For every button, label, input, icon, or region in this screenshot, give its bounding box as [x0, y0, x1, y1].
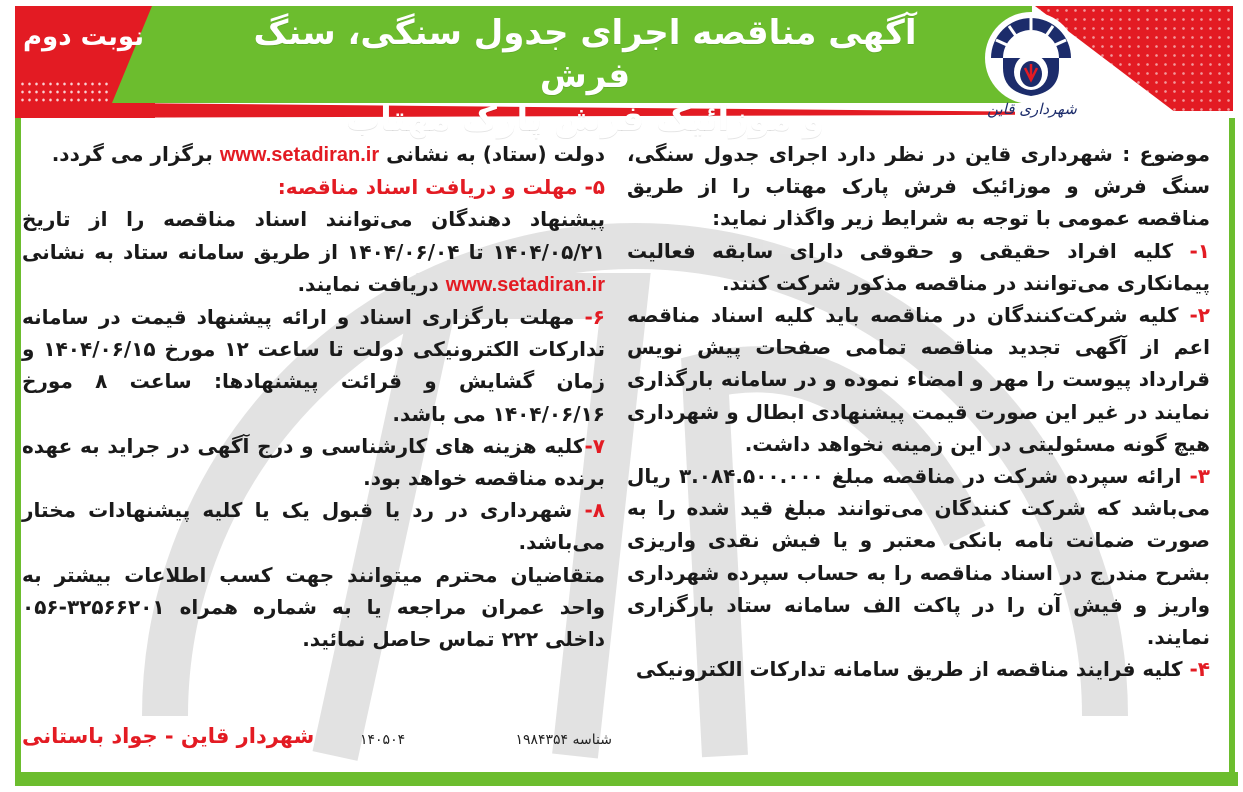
id-value: ۱۹۸۴۳۵۴ [515, 732, 569, 748]
setadiran-link[interactable]: www.setadiran.ir [219, 144, 380, 166]
item-5-heading: ۵- مهلت و دریافت اسناد مناقصه: [277, 175, 605, 200]
item-number: ۲- [1189, 303, 1210, 328]
left-column [22, 138, 605, 655]
title-line-2: و موزائیک فرش پارک مهتاب [345, 99, 825, 139]
subject-paragraph: موضوع : شهرداری قاین در نظر دارد اجرای جدول سنگی، سنگ فرش و موزائیک فرش پارک مهتاب را از طریق مناقصه عمومی با توجه به شرایط زیر واگذار نماید: [627, 142, 1210, 231]
condition-item-8 [22, 494, 605, 558]
logo-caption: شهرداری قاین [987, 100, 1077, 118]
item-text: کلیه هزینه های کارشناسی و درج آگهی در جراید به عهده برنده مناقصه خواهد بود. [22, 433, 605, 491]
contact-paragraph: متقاضیان محترم میتوانند جهت کسب اطلاعات بیشتر به واحد عمران مراجعه یا به شماره همراه ۳۲۵۶۶۲۰۱-۰۵۶ داخلی ۲۲۲ تماس حاصل نمائید. [22, 562, 605, 652]
qaen-emblem-icon [985, 12, 1077, 104]
notice-footer [22, 724, 612, 756]
text: دریافت نمایند. [297, 271, 446, 296]
id-label: شناسه [572, 732, 612, 748]
item-text: مهلت بارگزاری اسناد و ارائه پیشنهاد قیمت در سامانه تدارکات الکترونیکی دولت تا ساعت ۱۲ مورخ ۱۴۰۴/۰۶/۱۵ و زمان گشایش و قرائت پیشنهادها: ساعت ۸ مورخ ۱۴۰۴/۰۶/۱۶ می باشد. [22, 305, 605, 426]
mayor-signature: شهردار قاین - جواد باستانی [22, 724, 315, 748]
item-5-text [22, 203, 605, 301]
item-number: ۸- [584, 498, 605, 523]
decorative-dots [19, 80, 109, 104]
ad-identifier [515, 732, 612, 748]
setadiran-link[interactable]: www.setadiran.ir [445, 273, 605, 296]
text: پیشنهاد دهندگان می‌توانند اسناد مناقصه را از تاریخ ۱۴۰۴/۰۵/۲۱ تا ۱۴۰۴/۰۶/۰۴ از طریق سامانه ستاد به نشانی [22, 207, 606, 264]
title-line-1: آگهی مناقصه اجرای جدول سنگی، سنگ فرش [253, 13, 917, 96]
municipality-logo [973, 12, 1091, 122]
item-number: ۳- [1189, 464, 1210, 489]
item-number: ۱- [1189, 238, 1210, 263]
item-4-continuation [22, 138, 605, 171]
condition-item-1 [627, 235, 1210, 299]
item-text: کلیه فرایند مناقصه از طریق سامانه تدارکات الکترونیکی [635, 657, 1190, 682]
right-column [627, 138, 1210, 685]
item-number: ۴- [1189, 657, 1210, 682]
condition-item-4 [627, 653, 1210, 685]
text: برگزار می گردد. [51, 142, 220, 166]
notice-header [15, 6, 1238, 139]
item-text: ارائه سپرده شرکت در مناقصه مبلغ ۳.۰۸۴.۵۰۰.۰۰۰ ریال می‌باشد که شرکت کنندگان می‌توانند مبلغ قید شده را به صورت ضمانت نامه بانکی معتبر و یا فیش نقدی واریزی بشرح مندرج در اسناد مناقصه را به حساب سپرده شهرداری واریز و فیش آن را در پاکت الف سامانه ستاد بارگزاری نمایند. [627, 464, 1210, 650]
condition-item-2 [627, 299, 1210, 460]
item-text: کلیه شرکت‌کنندگان در مناقصه باید کلیه اسناد مناقصه اعم از آگهی تجدید مناقصه تمامی صفحات پیش نویس قرارداد پیوست را مهر و امضاء نموده و در سامانه بارگذاری نمایند در غیر این صورت قیمت پیشنهادی ابطال و شهرداری هیچ گونه مسئولیتی در این زمینه نخواهد داشت. [627, 303, 1210, 456]
item-text: شهرداری در رد یا قبول یک یا کلیه پیشنهادات مختار می‌باشد. [22, 498, 605, 555]
condition-item-3 [627, 460, 1210, 653]
item-number: ۷- [584, 433, 605, 458]
item-number: ۶- [584, 305, 605, 330]
text: دولت (ستاد) به نشانی [379, 142, 605, 166]
ad-date-code: ۱۴۰۵۰۴ [360, 732, 406, 748]
item-text: کلیه افراد حقیقی و حقوقی دارای سابقه فعالیت پیمانکاری می‌توانند در مناقصه مذکور شرکت کنند. [627, 238, 1210, 295]
logo-circle [985, 12, 1077, 104]
round-badge: نوبت دوم [23, 22, 144, 52]
condition-item-6 [22, 301, 605, 430]
bottom-green-bar [15, 772, 1238, 786]
condition-item-7 [22, 430, 605, 494]
